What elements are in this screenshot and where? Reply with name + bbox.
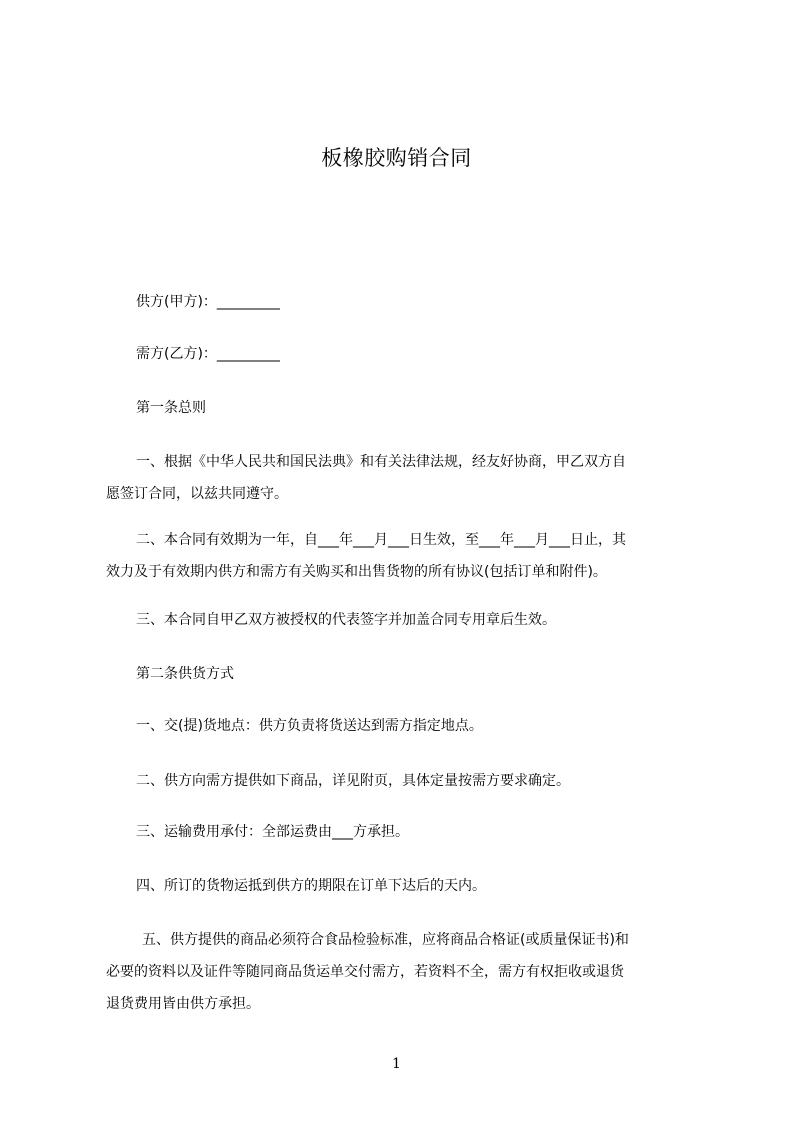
article-2-clause-2: 二、供方向需方提供如下商品，详见附页，具体定量按需方要求确定。: [136, 773, 570, 789]
page-number: 1: [392, 1056, 401, 1072]
article-1-heading: 第一条总则: [136, 400, 206, 416]
article-1-clause-3: 三、本合同自甲乙双方被授权的代表签字并加盖合同专用章后生效。: [136, 612, 556, 628]
article-2-clause-1: 一、交(提)货地点：供方负责将货送达到需方指定地点。: [136, 718, 483, 734]
supplier-line: 供方(甲方)：_________: [136, 294, 280, 310]
clause-line: 退货费用皆由供方承担。: [106, 996, 260, 1012]
article-2-clause-4: 四、所订的货物运抵到供方的期限在订单下达后的天内。: [136, 878, 486, 894]
clause-line: 愿签订合同，以兹共同遵守。: [106, 486, 288, 502]
article-1-clause-1: [106, 446, 626, 510]
article-2-heading: 第二条供货方式: [136, 666, 234, 682]
clause-line: 五、供方提供的商品必须符合食品检验标准，应将商品合格证(或质量保证书)和: [142, 932, 629, 948]
article-2-clause-5: [106, 924, 629, 1020]
clause-line: 一、根据《中华人民共和国民法典》和有关法律法规，经友好协商，甲乙双方自: [136, 454, 626, 470]
clause-line: 效力及于有效期内供方和需方有关购买和出售货物的所有协议(包括订单和附件)。: [106, 564, 607, 580]
buyer-line: 需方(乙方)：_________: [136, 346, 280, 362]
clause-line: 必要的资料以及证件等随同商品货运单交付需方，若资料不全，需方有权拒收或退货: [106, 964, 624, 980]
document-title: 板橡胶购销合同: [321, 146, 472, 170]
clause-line: 二、本合同有效期为一年，自___年___月___日生效，至___年___月___日止，其: [136, 532, 626, 548]
article-1-clause-2: [106, 524, 626, 588]
article-2-clause-3: 三、运输费用承付：全部运费由___方承担。: [136, 824, 409, 840]
